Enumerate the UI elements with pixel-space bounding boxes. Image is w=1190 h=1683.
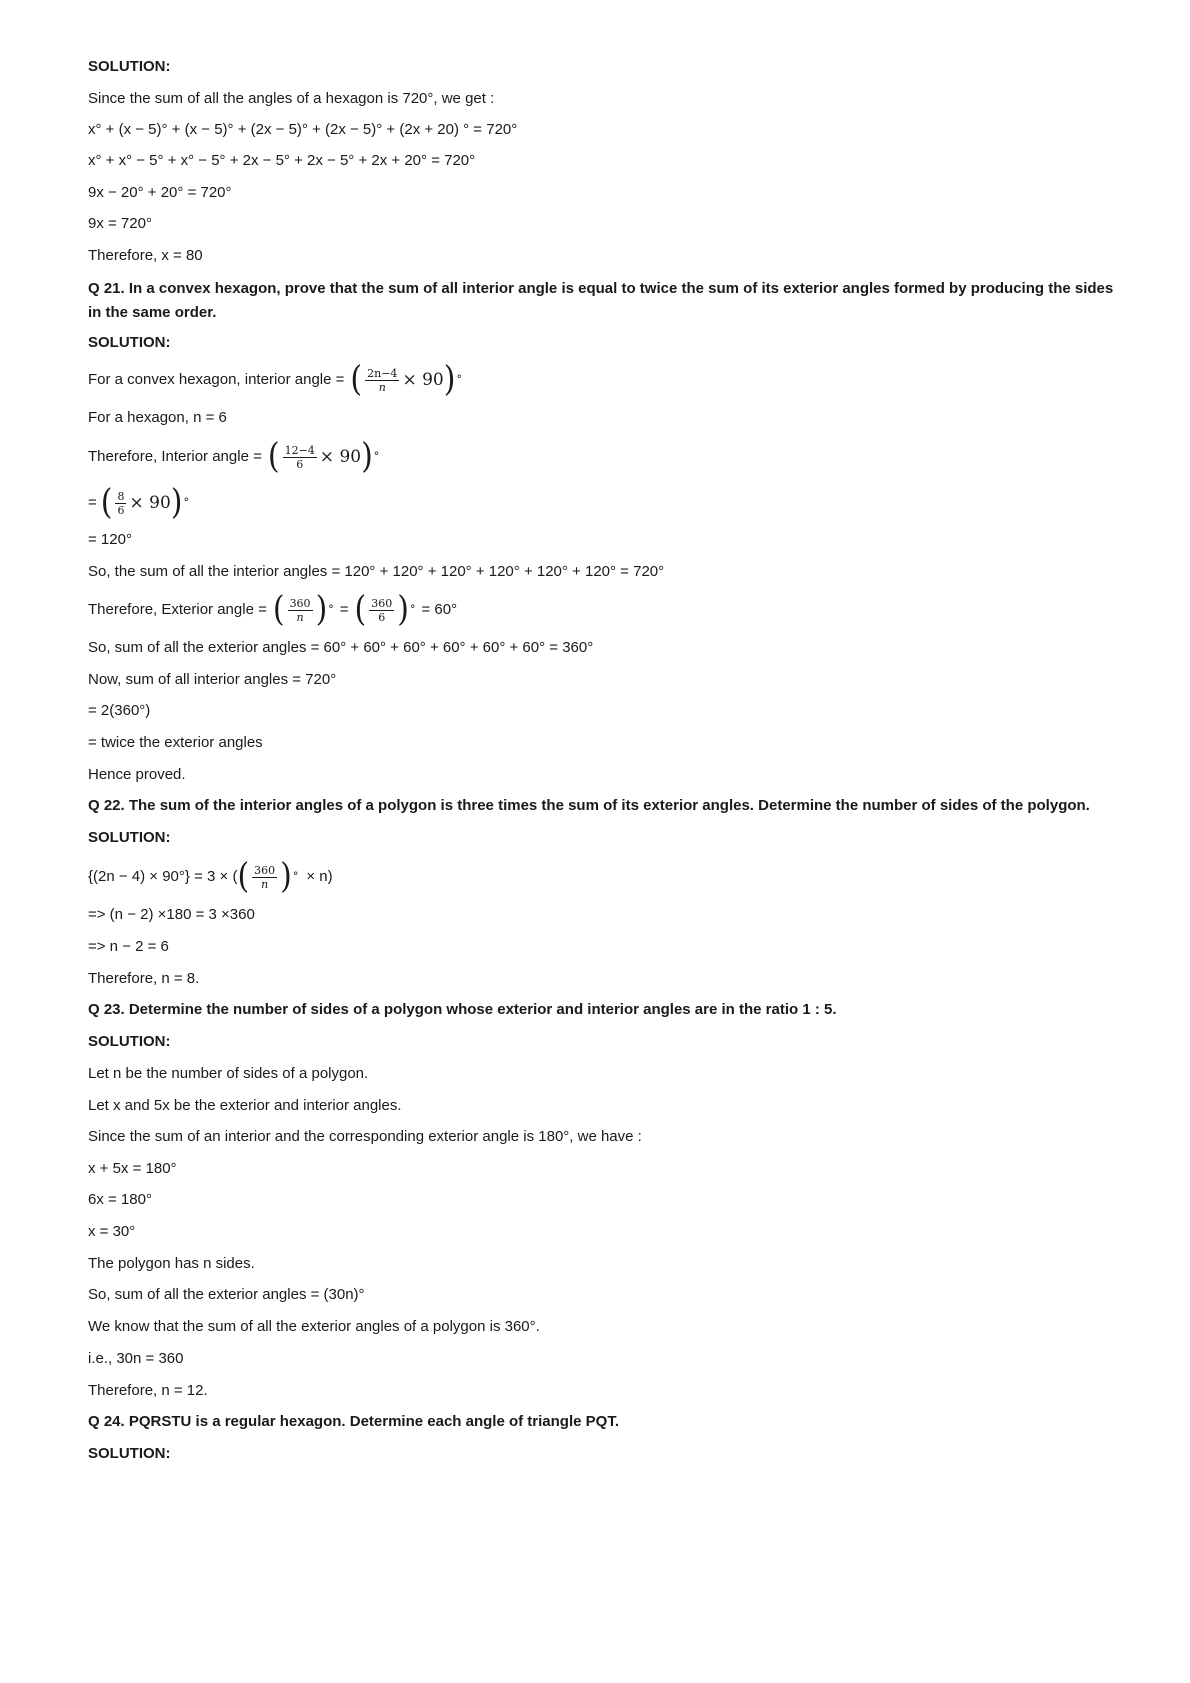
equation-text: = [88,494,97,511]
question-21: Q 21. In a convex hexagon, prove that the sum of all interior angle is equal to twice the sum of its exterior angles formed by producing the sides in the same order. [88,280,1114,321]
text-line: For a hexagon, n = 6 [88,409,227,426]
solution-heading: SOLUTION: [88,58,171,75]
equation-line: {(2n − 4) × 90°} = 3 × ( ( $\frac{360}{n}$ ) ° × n) [88,856,333,897]
equation-line: x° + (x − 5)° + (x − 5)° + (2x − 5)° + (2x − 5)° + (2x + 20) ° = 720° [88,121,518,138]
equation-text: Therefore, Interior angle = [88,448,262,465]
fraction: $\frac{12-4}{6}$ [284,443,315,471]
text-line: = twice the exterior angles [88,734,263,751]
text-line: Since the sum of all the angles of a hexagon is 720°, we get : [88,90,495,107]
equation-line: 9x = 720° [88,215,152,232]
equation-line: i.e., 30n = 360 [88,1350,184,1367]
result-line: Therefore, x = 80 [88,247,203,264]
equation-line: x° + x° − 5° + x° − 5° + 2x − 5° + 2x − 5° + 2x + 20° = 720° [88,152,476,169]
result-line: = 120° [88,531,132,548]
equation-text: Therefore, Exterior angle = [88,601,267,618]
equation-line: => n − 2 = 6 [88,938,169,955]
equation-line: Therefore, Interior angle = ( $\frac{12-4}{6}$ × 90 ) ° [88,436,380,477]
equation-line: x + 5x = 180° [88,1160,177,1177]
text-line: The polygon has n sides. [88,1255,255,1272]
text-line: Hence proved. [88,766,186,783]
equation-line: x = 30° [88,1223,136,1240]
equation-line: For a convex hexagon, interior angle = ( $\frac{2n-4}{n}$ × 90 ) ° [88,359,462,400]
equation-line: So, the sum of all the interior angles = 120° + 120° + 120° + 120° + 120° + 120° = 720° [88,563,665,580]
equation-line: 9x − 20° + 20° = 720° [88,184,232,201]
result-line: Therefore, n = 8. [88,970,200,987]
fraction: $\frac{360}{6}$ [371,596,393,624]
fraction: $\frac{360}{n}$ [254,863,276,891]
solution-heading: SOLUTION: [88,334,171,351]
equation-line: So, sum of all the exterior angles = 60° + 60° + 60° + 60° + 60° + 60° = 360° [88,639,594,656]
equation-line: = 2(360°) [88,702,151,719]
equation-line: Therefore, Exterior angle = ( $\frac{360}{n}$ ) ° = ( $\frac{360}{6}$ ) ° = 60° [88,589,458,630]
solution-heading: SOLUTION: [88,829,171,846]
text-line: Since the sum of an interior and the corresponding exterior angle is 180°, we have : [88,1128,642,1145]
equation-text: {(2n − 4) × 90°} = 3 × ( [88,868,238,885]
text-line: Now, sum of all interior angles = 720° [88,671,337,688]
text-line: Let x and 5x be the exterior and interior angles. [88,1097,402,1114]
text-line: So, sum of all the exterior angles = (30n)° [88,1286,365,1303]
question-22: Q 22. The sum of the interior angles of a polygon is three times the sum of its exterior angles. Determine the number of sides of the polygon. [88,797,1090,814]
question-23: Q 23. Determine the number of sides of a polygon whose exterior and interior angles are in the ratio 1 : 5. [88,1001,837,1018]
text-line: Let n be the number of sides of a polygon. [88,1065,369,1082]
equation-text: For a convex hexagon, interior angle = [88,371,345,388]
equation-line: 6x = 180° [88,1191,152,1208]
question-24: Q 24. PQRSTU is a regular hexagon. Determine each angle of triangle PQT. [88,1413,619,1430]
fraction: $\frac{8}{6}$ [117,489,125,517]
equation-line: => (n − 2) ×180 = 3 ×360 [88,906,255,923]
fraction: $\frac{360}{n}$ [289,596,311,624]
equation-line: = ( $\frac{8}{6}$ × 90 ) ° [88,482,189,523]
solution-heading: SOLUTION: [88,1033,171,1050]
solution-heading: SOLUTION: [88,1445,171,1462]
fraction: $\frac{2n-4}{n}$ [367,366,398,394]
text-line: We know that the sum of all the exterior angles of a polygon is 360°. [88,1318,540,1335]
result-line: Therefore, n = 12. [88,1382,208,1399]
